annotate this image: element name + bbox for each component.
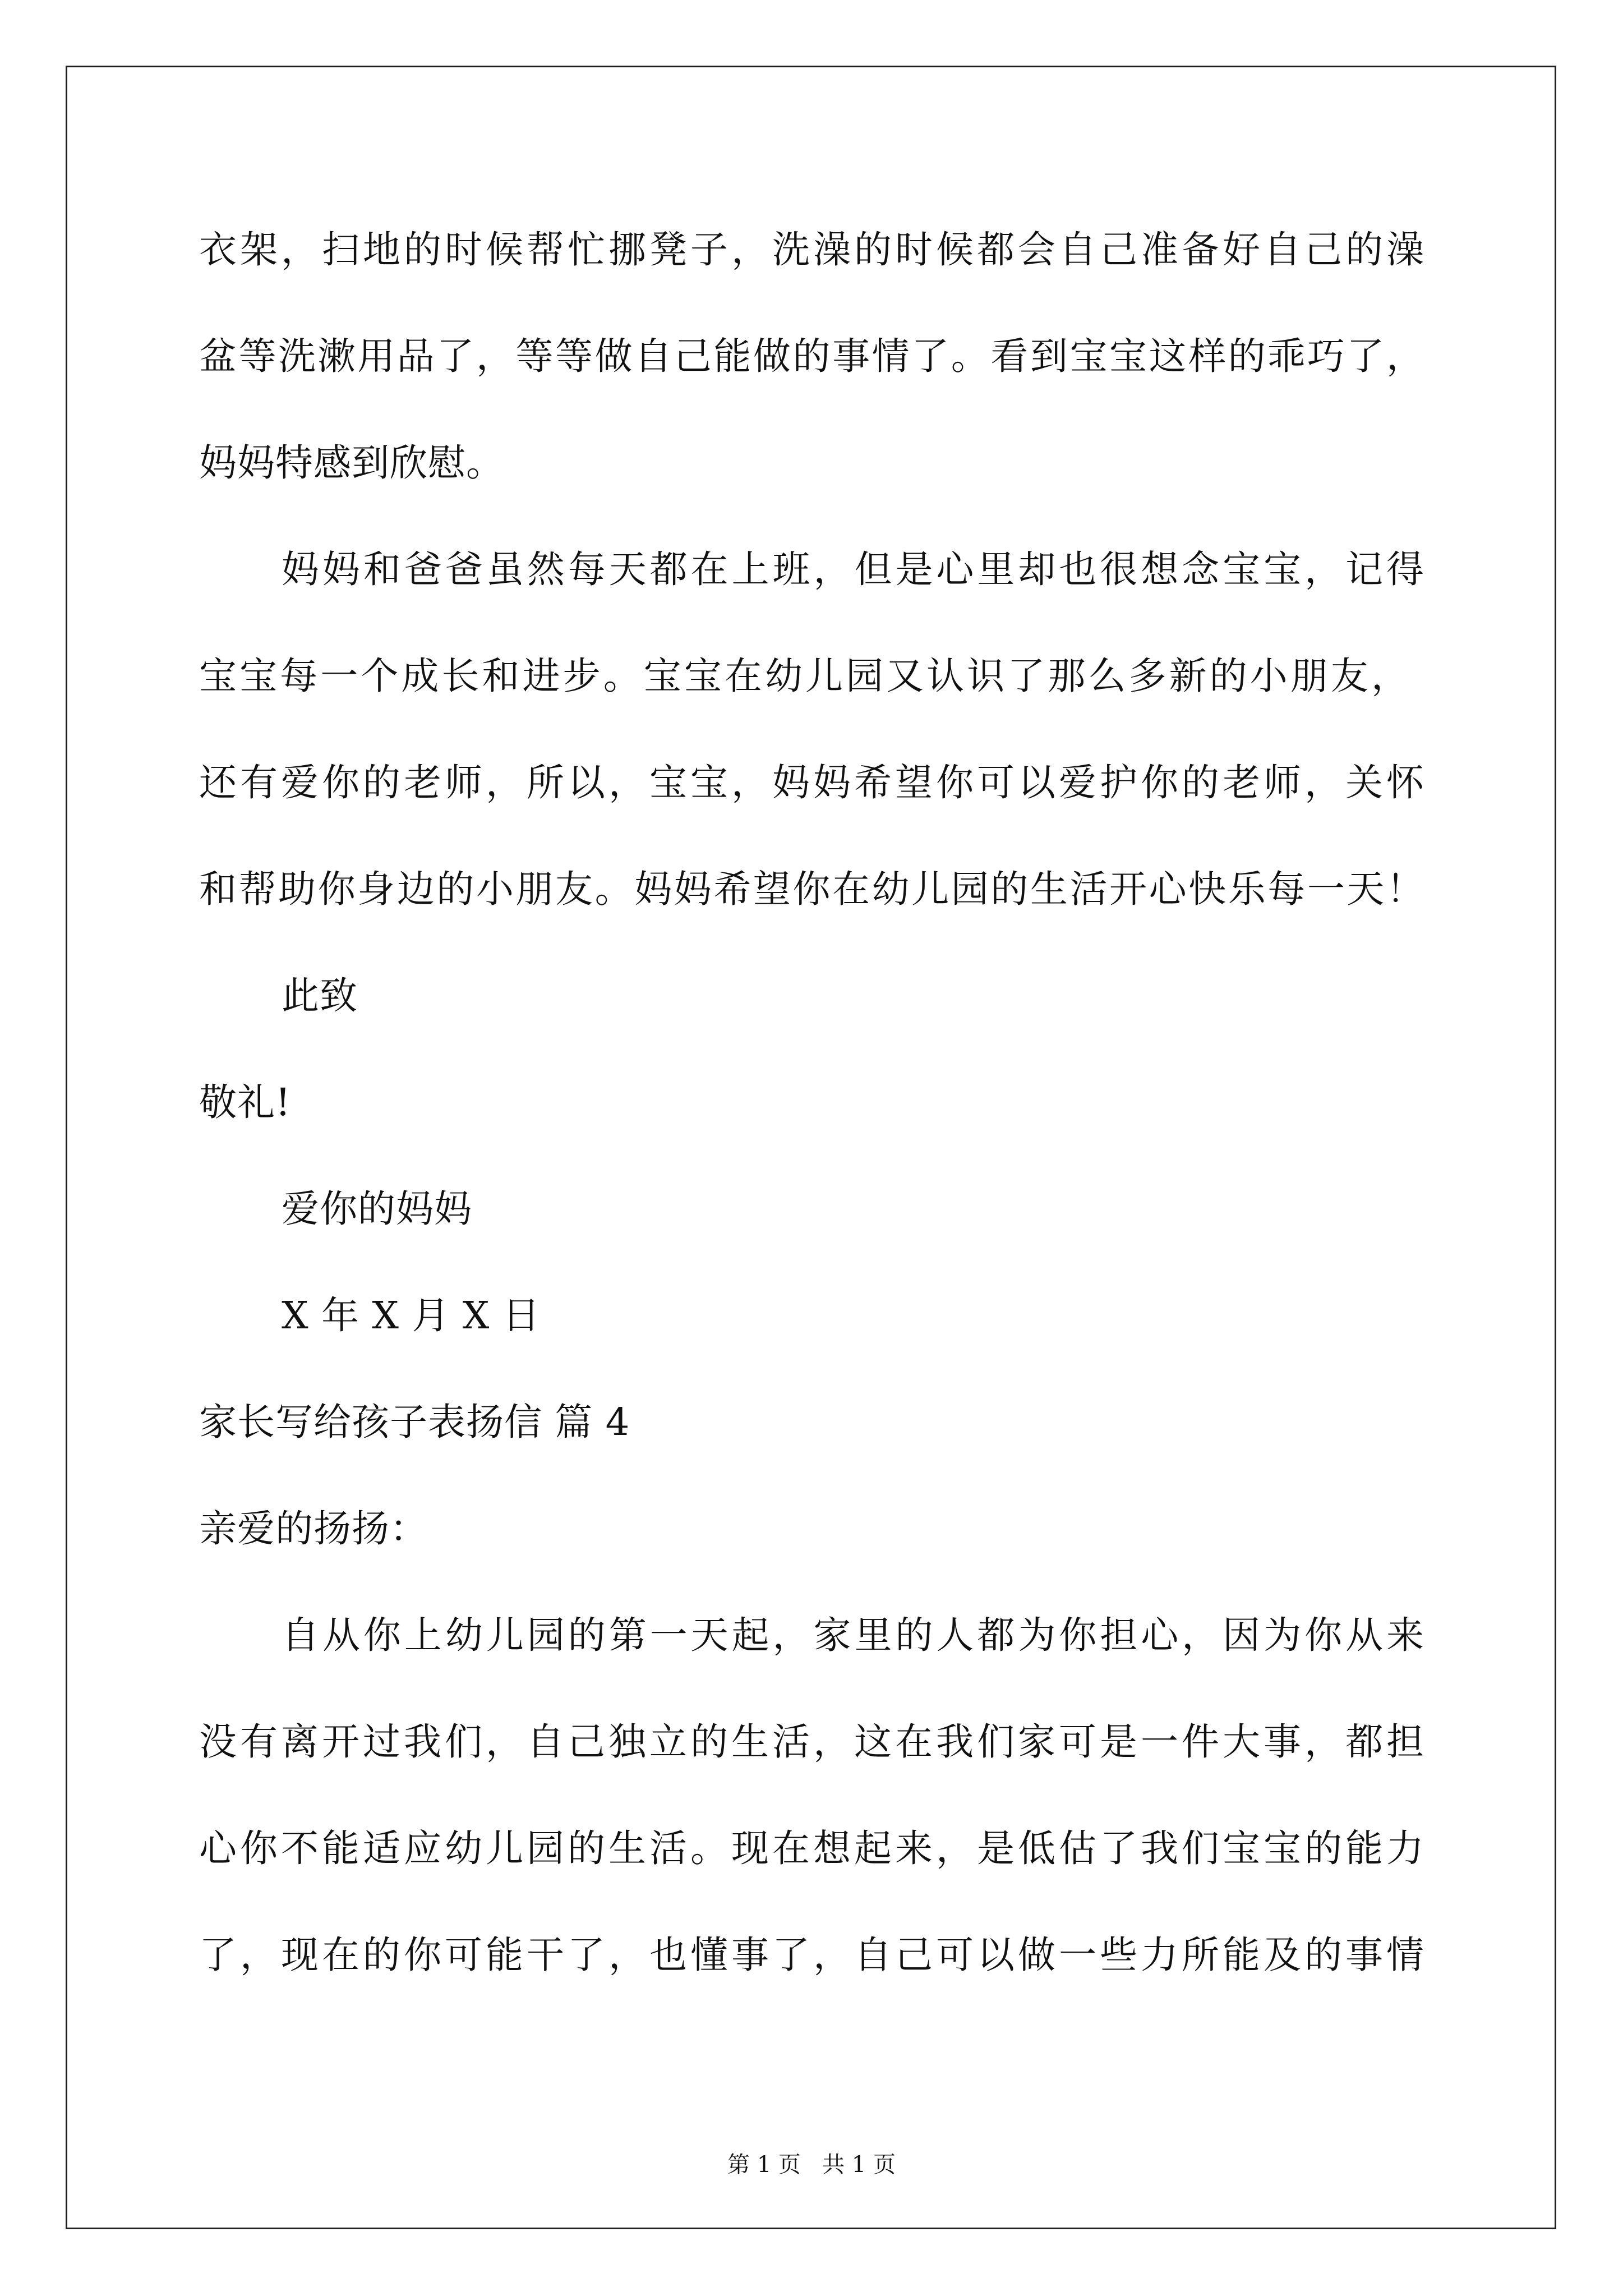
closing-regards: 敬礼! bbox=[199, 1080, 291, 1124]
body-line: 盆等洗漱用品了，等等做自己能做的事情了。看到宝宝这样的乖巧了， bbox=[199, 334, 1424, 378]
body-line: 心你不能适应幼儿园的生活。现在想起来，是低估了我们宝宝的能力 bbox=[199, 1826, 1424, 1870]
body-line: 自从你上幼儿园的第一天起，家里的人都为你担心，因为你从来 bbox=[282, 1613, 1424, 1657]
closing-salutation: 此致 bbox=[282, 974, 358, 1018]
signature: 爱你的妈妈 bbox=[282, 1187, 472, 1231]
body-line: 妈妈特感到欣慰。 bbox=[199, 441, 504, 485]
page-border bbox=[66, 66, 1556, 2229]
section-heading: 家长写给孩子表扬信 篇 4 bbox=[199, 1400, 630, 1444]
greeting: 亲爱的扬扬： bbox=[199, 1507, 428, 1550]
body-line: 还有爱你的老师，所以，宝宝，妈妈希望你可以爱护你的老师，关怀 bbox=[199, 761, 1424, 804]
body-line: 宝宝每一个成长和进步。宝宝在幼儿园又认识了那么多新的小朋友， bbox=[199, 654, 1409, 698]
body-line: 衣架，扫地的时候帮忙挪凳子，洗澡的时候都会自己准备好自己的澡 bbox=[199, 228, 1424, 272]
page-footer: 第 1 页 共 1 页 bbox=[727, 2152, 896, 2178]
body-line: 了，现在的你可能干了，也懂事了，自己可以做一些力所能及的事情 bbox=[199, 1933, 1424, 1977]
date-line: X 年 X 月 X 日 bbox=[282, 1294, 541, 1337]
body-line: 妈妈和爸爸虽然每天都在上班，但是心里却也很想念宝宝，记得 bbox=[282, 547, 1424, 591]
body-line: 和帮助你身边的小朋友。妈妈希望你在幼儿园的生活开心快乐每一天！ bbox=[199, 867, 1424, 911]
body-line: 没有离开过我们，自己独立的生活，这在我们家可是一件大事，都担 bbox=[199, 1720, 1424, 1764]
